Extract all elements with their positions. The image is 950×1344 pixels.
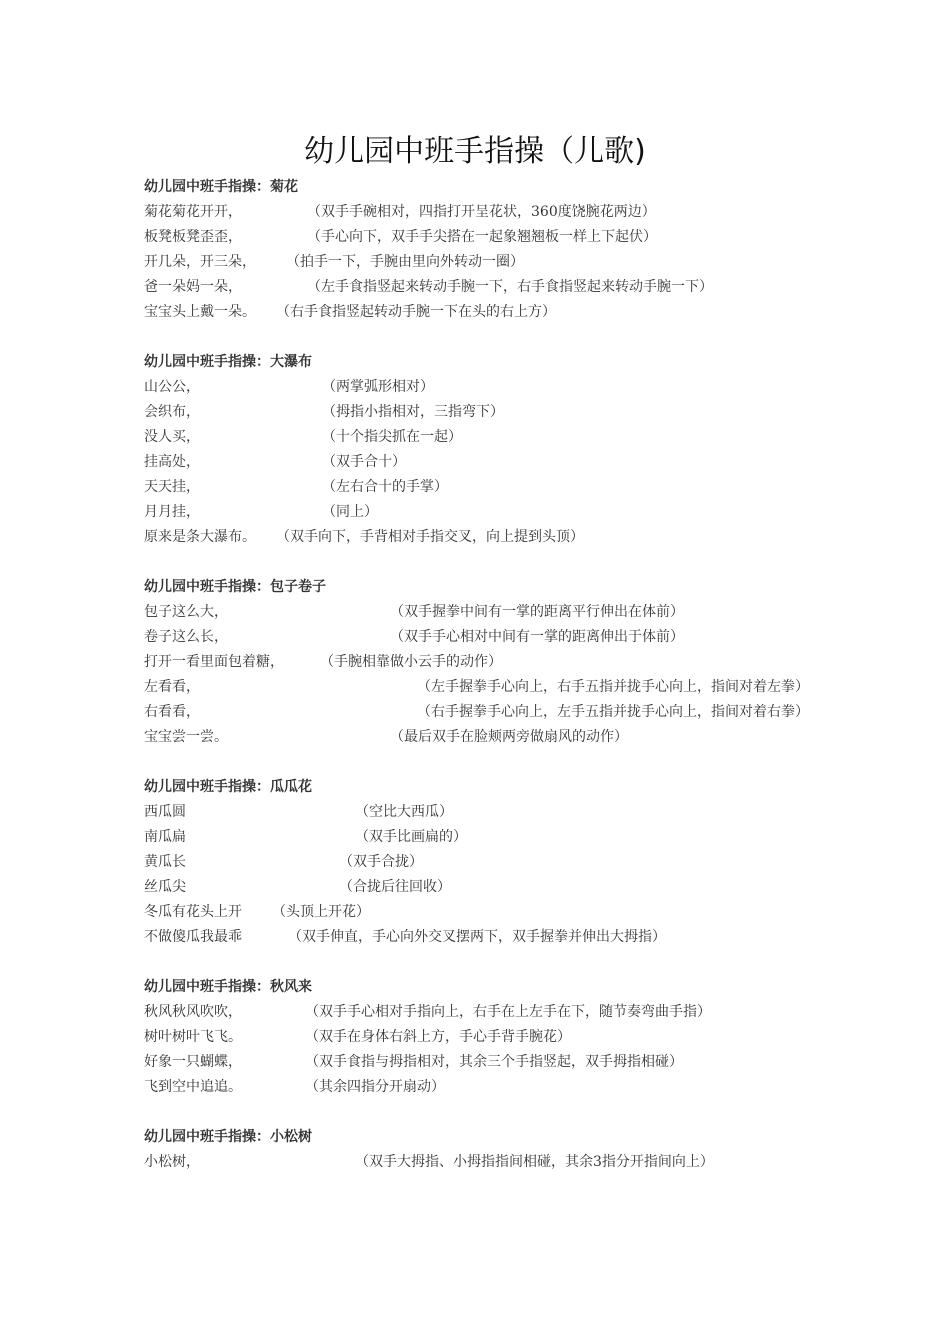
verse-lyric: 宝宝头上戴一朵。 [144, 304, 256, 320]
verse-lyric: 飞到空中追追。 [144, 1079, 242, 1095]
verse-action: （手腕相靠做小云手的动作） [320, 654, 502, 670]
verse-lyric: 挂高处， [144, 454, 200, 470]
verse-lyric: 没人买， [144, 429, 200, 445]
verse-lyric: 好象一只蝴蝶， [144, 1054, 242, 1070]
verse-lyric: 爸一朵妈一朵， [144, 279, 242, 295]
verse-action: （同上） [322, 504, 378, 520]
verse-line [144, 825, 816, 850]
verse-action: （合拢后往回收） [339, 879, 451, 895]
verse-action: （头顶上开花） [272, 904, 370, 920]
verse-action: （左右合十的手掌） [322, 479, 448, 495]
section-heading: 幼儿园中班手指操：小松树 [144, 1129, 312, 1145]
verse-line [144, 675, 816, 700]
verse-lyric: 南瓜扁 [144, 829, 186, 845]
verse-lyric: 宝宝尝一尝。 [144, 729, 228, 745]
verse-action: （其余四指分开扇动） [305, 1079, 445, 1095]
verse-lyric: 西瓜圆 [144, 804, 186, 820]
verse-action: （双手比画扁的） [355, 829, 467, 845]
verse-action: （双手手心相对手指向上，右手在上左手在下，随节奏弯曲手指） [305, 1004, 711, 1020]
verse-line [144, 275, 816, 300]
verse-lyric: 树叶树叶飞飞。 [144, 1029, 242, 1045]
verse-action: （十个指尖抓在一起） [322, 429, 462, 445]
verse-action: （手心向下，双手手尖搭在一起象翘翘板一样上下起伏） [307, 229, 657, 245]
verse-action: （双手手心相对中间有一掌的距离伸出于体前） [390, 629, 684, 645]
verse-action: （双手在身体右斜上方，手心手背手腕花） [305, 1029, 571, 1045]
verse-line [144, 1075, 816, 1100]
verse-line [144, 200, 816, 225]
section-dapubu [144, 350, 816, 550]
section-qiufenglai [144, 975, 816, 1100]
verse-action: （两掌弧形相对） [322, 379, 434, 395]
verse-line [144, 625, 816, 650]
verse-lyric: 打开一看里面包着糖， [144, 654, 284, 670]
verse-lyric: 黄瓜长 [144, 854, 186, 870]
section-heading: 幼儿园中班手指操：秋风来 [144, 979, 312, 995]
verse-lyric: 包子这么大， [144, 604, 228, 620]
verse-lyric: 丝瓜尖 [144, 879, 186, 895]
verse-action: （拇指小指相对，三指弯下） [322, 404, 504, 420]
verse-line [144, 300, 816, 325]
verse-action: （双手握拳中间有一掌的距离平行伸出在体前） [390, 604, 684, 620]
section-heading: 幼儿园中班手指操：菊花 [144, 179, 298, 195]
verse-lyric: 右看看， [144, 704, 200, 720]
verse-action: （左手握拳手心向上，右手五指并拢手心向上，指间对着左拳） [417, 679, 809, 695]
verse-lyric: 菊花菊花开开， [144, 204, 242, 220]
verse-line [144, 925, 816, 950]
verse-line [144, 850, 816, 875]
verse-lyric: 原来是条大瀑布。 [144, 529, 256, 545]
verse-line [144, 450, 816, 475]
verse-line [144, 500, 816, 525]
section-heading: 幼儿园中班手指操：大瀑布 [144, 354, 312, 370]
section-juhua [144, 175, 816, 325]
verse-line [144, 475, 816, 500]
verse-lyric: 板凳板凳歪歪， [144, 229, 242, 245]
verse-lyric: 冬瓜有花头上开 [144, 904, 242, 920]
verse-line [144, 800, 816, 825]
verse-line [144, 900, 816, 925]
section-heading: 幼儿园中班手指操：包子卷子 [144, 579, 326, 595]
verse-action: （双手合拢） [339, 854, 423, 870]
verse-action: （左手食指竖起来转动手腕一下，右手食指竖起来转动手腕一下） [307, 279, 713, 295]
verse-action: （双手向下，手背相对手指交叉，向上提到头顶） [276, 529, 584, 545]
section-heading: 幼儿园中班手指操：瓜瓜花 [144, 779, 312, 795]
verse-lyric: 开几朵，开三朵， [144, 254, 256, 270]
verse-lyric: 左看看， [144, 679, 200, 695]
verse-lyric: 月月挂， [144, 504, 200, 520]
verse-line [144, 1150, 816, 1175]
verse-action: （双手伸直，手心向外交叉摆两下，双手握拳并伸出大拇指） [288, 929, 666, 945]
verse-action: （最后双手在脸颊两旁做扇风的动作） [390, 729, 628, 745]
document-title: 幼儿园中班手指操（儿歌) [304, 134, 646, 169]
verse-lyric: 卷子这么长， [144, 629, 228, 645]
verse-line [144, 425, 816, 450]
verse-line [144, 700, 816, 725]
verse-lyric: 天天挂， [144, 479, 200, 495]
verse-action: （双手大拇指、小拇指指间相碰，其余3指分开指间向上） [355, 1154, 714, 1170]
section-baozi-juanzi [144, 575, 816, 750]
verse-lyric: 会织布， [144, 404, 200, 420]
verse-line [144, 375, 816, 400]
verse-line [144, 525, 816, 550]
section-guaguahua [144, 775, 816, 950]
verse-line [144, 1000, 816, 1025]
document-body [144, 175, 816, 1200]
verse-line [144, 250, 816, 275]
verse-lyric: 秋风秋风吹吹， [144, 1004, 242, 1020]
verse-action: （空比大西瓜） [355, 804, 453, 820]
verse-line [144, 725, 816, 750]
verse-action: （右手食指竖起转动手腕一下在头的右上方） [276, 304, 556, 320]
verse-action: （拍手一下，手腕由里向外转动一圈） [286, 254, 524, 270]
verse-line [144, 1025, 816, 1050]
verse-action: （双手手碗相对，四指打开呈花状，360度饶腕花两边） [307, 204, 656, 220]
verse-action: （双手合十） [322, 454, 406, 470]
verse-line [144, 600, 816, 625]
verse-line [144, 650, 816, 675]
verse-line [144, 1050, 816, 1075]
verse-lyric: 不做傻瓜我最乖 [144, 929, 242, 945]
verse-line [144, 875, 816, 900]
verse-action: （右手握拳手心向上，左手五指并拢手心向上，指间对着右拳） [417, 704, 809, 720]
verse-line [144, 400, 816, 425]
verse-line [144, 225, 816, 250]
verse-action: （双手食指与拇指相对，其余三个手指竖起，双手拇指相碰） [305, 1054, 683, 1070]
section-xiaosongshu [144, 1125, 816, 1175]
verse-lyric: 小松树， [144, 1154, 200, 1170]
verse-lyric: 山公公， [144, 379, 200, 395]
